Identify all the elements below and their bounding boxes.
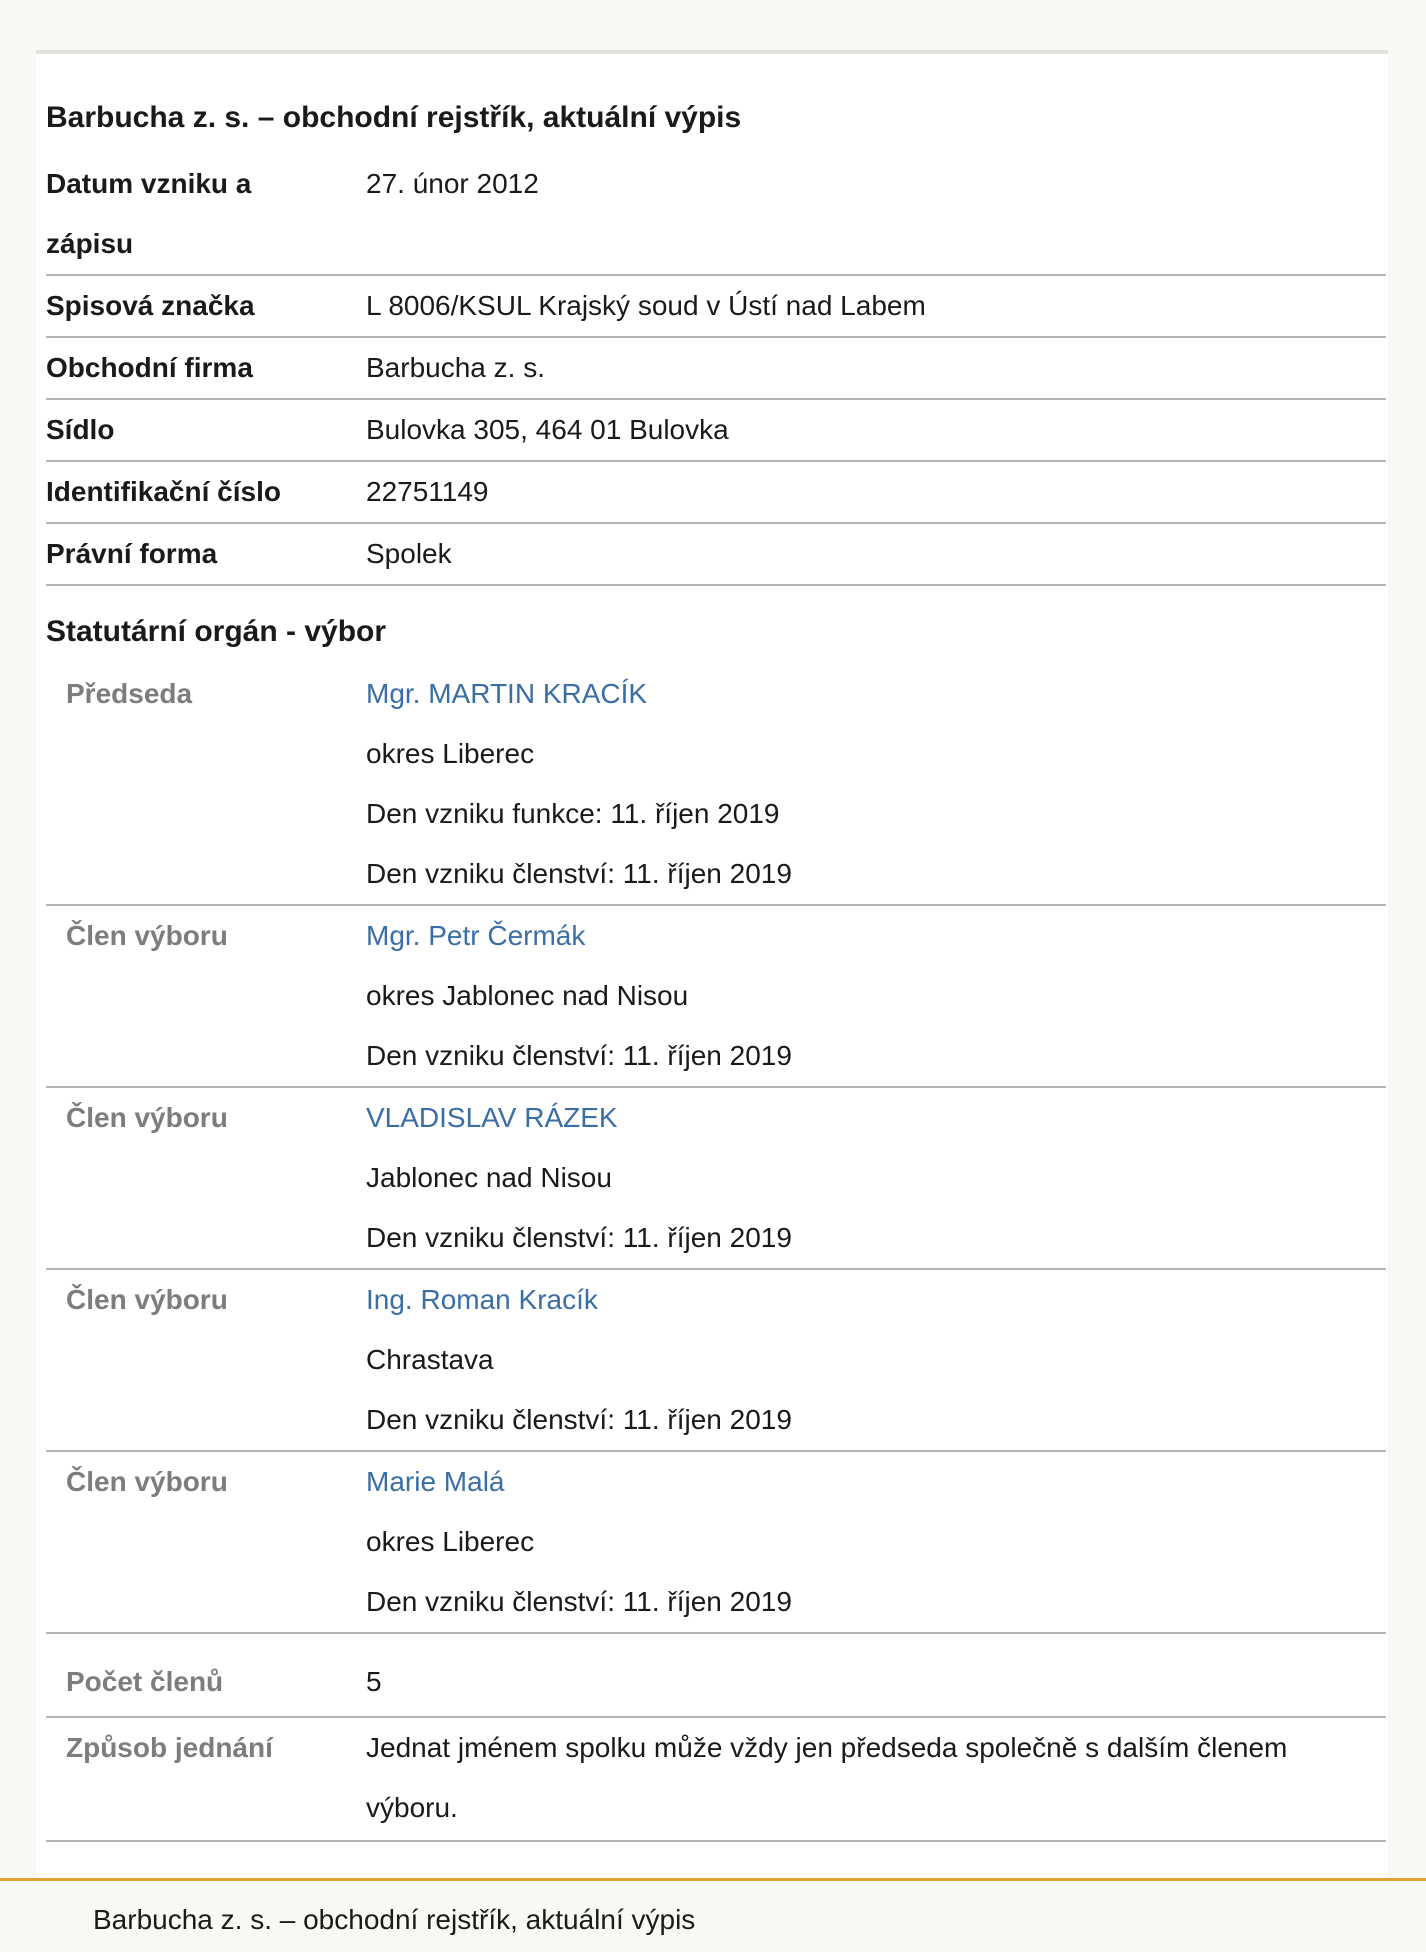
member-name-link[interactable]: VLADISLAV RÁZEK (366, 1102, 618, 1133)
member-details (366, 1452, 1381, 1632)
member-place: okres Liberec (366, 1526, 535, 1557)
field-row-conduct (46, 1718, 1386, 1842)
field-value-seat: Bulovka 305, 464 01 Bulovka (366, 414, 729, 445)
member-place: Jablonec nad Nisou (366, 1162, 612, 1193)
field-label-seat: Sídlo (46, 414, 115, 445)
conduct-text-line: výboru. (366, 1792, 458, 1823)
footer-divider (0, 1878, 1426, 1881)
field-row-file-number (46, 276, 1386, 338)
page-title: Barbucha z. s. – obchodní rejstřík, aktuální výpis (46, 101, 742, 134)
field-row-member-count (46, 1634, 1386, 1718)
field-value-conduct (366, 1718, 1381, 1838)
field-label-id-number: Identifikační číslo (46, 476, 281, 507)
conduct-text-line: Jednat jménem spolku může vždy jen předseda společně s dalším členem (366, 1732, 1288, 1763)
field-label-conduct: Způsob jednání (66, 1732, 273, 1763)
member-row (46, 1452, 1386, 1634)
field-value-file-number: L 8006/KSUL Krajský soud v Ústí nad Labem (366, 290, 926, 321)
member-membership-date: Den vzniku členství: 11. říjen 2019 (366, 1222, 792, 1253)
member-membership-date: Den vzniku členství: 11. říjen 2019 (366, 858, 792, 889)
member-role: Člen výboru (66, 920, 228, 951)
field-value-legal-form: Spolek (366, 538, 452, 569)
section-title-statutory-body: Statutární orgán - výbor (46, 615, 387, 648)
member-name-link[interactable]: Marie Malá (366, 1466, 505, 1497)
member-details (366, 1088, 1381, 1268)
field-label-business-name: Obchodní firma (46, 352, 253, 383)
field-row-business-name (46, 338, 1386, 400)
member-membership-date: Den vzniku členství: 11. říjen 2019 (366, 1040, 792, 1071)
field-row-seat (46, 400, 1386, 462)
field-value-founding-date: 27. únor 2012 (366, 168, 539, 199)
member-row (46, 1088, 1386, 1270)
member-role: Člen výboru (66, 1102, 228, 1133)
field-label-legal-form: Právní forma (46, 538, 218, 569)
member-place: okres Liberec (366, 738, 535, 769)
field-label-line: Datum vzniku a (46, 168, 252, 199)
member-details (366, 1270, 1381, 1450)
member-row (46, 1270, 1386, 1452)
member-place: Chrastava (366, 1344, 494, 1375)
field-value-id-number: 22751149 (366, 476, 489, 507)
footer-title: Barbucha z. s. – obchodní rejstřík, aktuální výpis (93, 1904, 696, 1935)
member-details (366, 906, 1381, 1086)
field-label-member-count: Počet členů (66, 1666, 224, 1697)
member-membership-date: Den vzniku členství: 11. říjen 2019 (366, 1586, 792, 1617)
member-place: okres Jablonec nad Nisou (366, 980, 689, 1011)
field-row-legal-form (46, 524, 1386, 586)
member-role: Předseda (66, 678, 193, 709)
member-row (46, 906, 1386, 1088)
member-role: Člen výboru (66, 1284, 228, 1315)
field-value-member-count: 5 (366, 1666, 382, 1697)
member-name-link[interactable]: Mgr. MARTIN KRACÍK (366, 678, 648, 709)
field-value-business-name: Barbucha z. s. (366, 352, 545, 383)
member-name-link[interactable]: Mgr. Petr Čermák (366, 920, 586, 951)
member-function-date: Den vzniku funkce: 11. říjen 2019 (366, 798, 780, 829)
field-label-founding-date (46, 154, 346, 274)
field-label-file-number: Spisová značka (46, 290, 255, 321)
member-role: Člen výboru (66, 1466, 228, 1497)
member-row (46, 664, 1386, 906)
field-label-line: zápisu (46, 228, 134, 259)
field-row-id-number (46, 462, 1386, 524)
member-details (366, 664, 1381, 904)
member-membership-date: Den vzniku členství: 11. říjen 2019 (366, 1404, 792, 1435)
register-extract-card (36, 50, 1388, 1882)
member-name-link[interactable]: Ing. Roman Kracík (366, 1284, 598, 1315)
field-row-founding-date (46, 154, 1386, 276)
